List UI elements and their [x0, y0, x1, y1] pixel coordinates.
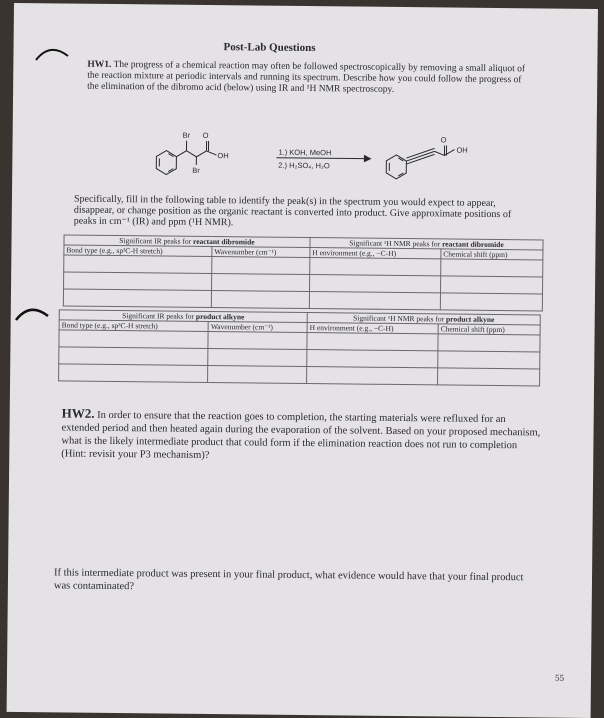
- reactant-br-top: Br: [183, 131, 191, 140]
- binder-ring-top-icon: [32, 40, 72, 64]
- answer-cell[interactable]: [307, 367, 438, 385]
- reactant-nmr-col-shift: Chemical shift (ppm): [441, 249, 543, 260]
- product-ir-title: Significant IR peaks for product alkyne: [59, 310, 307, 323]
- conditions-step-1: 1.) KOH, MeOH: [278, 148, 331, 158]
- answer-cell[interactable]: [208, 348, 307, 366]
- contamination-question: If this intermediate product was present in your final product, what evidence would have that your final product was contaminated?: [54, 566, 534, 597]
- product-ir-col-wavenumber: Wavenumber (cm⁻¹): [208, 321, 307, 332]
- answer-cell[interactable]: [211, 291, 309, 309]
- reactant-nmr-title: Significant ¹H NMR peaks for reactant dibromide: [310, 238, 543, 250]
- product-nmr-col-shift: Chemical shift (ppm): [438, 324, 540, 335]
- reactant-o-label: O: [203, 131, 209, 140]
- answer-cell[interactable]: [438, 334, 540, 352]
- answer-cell[interactable]: [63, 289, 211, 308]
- product-o-label: O: [441, 135, 447, 144]
- reactant-ir-col-bond: Bond type (e.g., sp³C-H stretch): [64, 245, 212, 257]
- answer-cell[interactable]: [307, 333, 438, 351]
- hw2-question: [61, 406, 542, 465]
- hw2-text: In order to ensure that the reaction goes to completion, the starting materials were refluxed for an extended period and then heated again during the evaporation of the solvent. Based on your proposed mechanism, what is the likely intermediate product that could form if the elimination reaction does not run to completion (Hint: revisit your P3 mechanism)?: [61, 410, 540, 461]
- answer-cell[interactable]: [438, 351, 540, 369]
- reactant-br-bottom: Br: [192, 166, 200, 175]
- answer-cell[interactable]: [307, 350, 438, 368]
- reactant-nmr-col-environment: H environment (e.g., −C-H): [310, 248, 441, 259]
- answer-cell[interactable]: [440, 276, 542, 294]
- answer-cell[interactable]: [208, 365, 307, 383]
- answer-cell[interactable]: [59, 330, 208, 349]
- reactant-chain: [176, 151, 216, 157]
- reactant-ir-title: Significant IR peaks for reactant dibromide: [64, 235, 310, 248]
- hw1-question: [87, 60, 527, 98]
- binder-ring-middle-icon: [12, 300, 52, 324]
- answer-cell[interactable]: [212, 257, 310, 275]
- answer-cell[interactable]: [211, 274, 309, 292]
- answer-cell[interactable]: [440, 293, 542, 311]
- reaction-scheme: [116, 128, 547, 194]
- reactant-peaks-table: [63, 234, 544, 311]
- worksheet-page: [7, 3, 598, 718]
- table-row: [59, 364, 540, 386]
- hw1-text: The progress of a chemical reaction may often be followed spectroscopically by removing a small aliquot of the reaction mixture at periodic intervals and running its spectrum. Describe how you could follow the progress of the elimination of the dibromo acid (below) using IR and ¹H NMR spectroscopy.: [87, 60, 525, 95]
- answer-cell[interactable]: [310, 258, 441, 276]
- hw2-label: HW2.: [62, 405, 95, 420]
- specifically-instructions: Specifically, fill in the following table to identify the peak(s) in the spectrum you would expect to appear, disappear, or change position as the organic reactant is converted into product. Give approximate positions of peaks in cm⁻¹ (IR) and ppm (¹H NMR).: [74, 194, 524, 232]
- hw1-label: HW1.: [87, 60, 111, 70]
- product-oh-label: OH: [456, 146, 467, 155]
- product-nmr-title: Significant ¹H NMR peaks for product alkyne: [307, 313, 540, 325]
- table-row: [63, 289, 542, 311]
- answer-cell[interactable]: [64, 255, 212, 274]
- answer-cell[interactable]: [441, 259, 543, 277]
- answer-cell[interactable]: [309, 275, 440, 293]
- answer-cell[interactable]: [59, 364, 208, 383]
- reaction-arrow: [276, 158, 364, 159]
- page-title: Post-Lab Questions: [224, 41, 316, 54]
- answer-cell[interactable]: [59, 347, 208, 366]
- answer-cell[interactable]: [309, 292, 440, 310]
- answer-cell[interactable]: [64, 272, 212, 291]
- reactant-ir-col-wavenumber: Wavenumber (cm⁻¹): [212, 247, 310, 258]
- product-nmr-col-environment: H environment (e.g., −C-H): [307, 323, 438, 334]
- conditions-step-2: 2.) H₂SO₄, H₂O: [278, 161, 329, 171]
- product-peaks-table: [58, 309, 541, 386]
- reaction-scheme-drawing: [116, 128, 547, 194]
- product-ir-col-bond: Bond type (e.g., sp³C-H stretch): [59, 320, 208, 332]
- page-number: 55: [555, 673, 564, 683]
- answer-cell[interactable]: [438, 368, 540, 386]
- answer-cell[interactable]: [208, 331, 307, 349]
- reactant-oh-label: OH: [217, 151, 228, 160]
